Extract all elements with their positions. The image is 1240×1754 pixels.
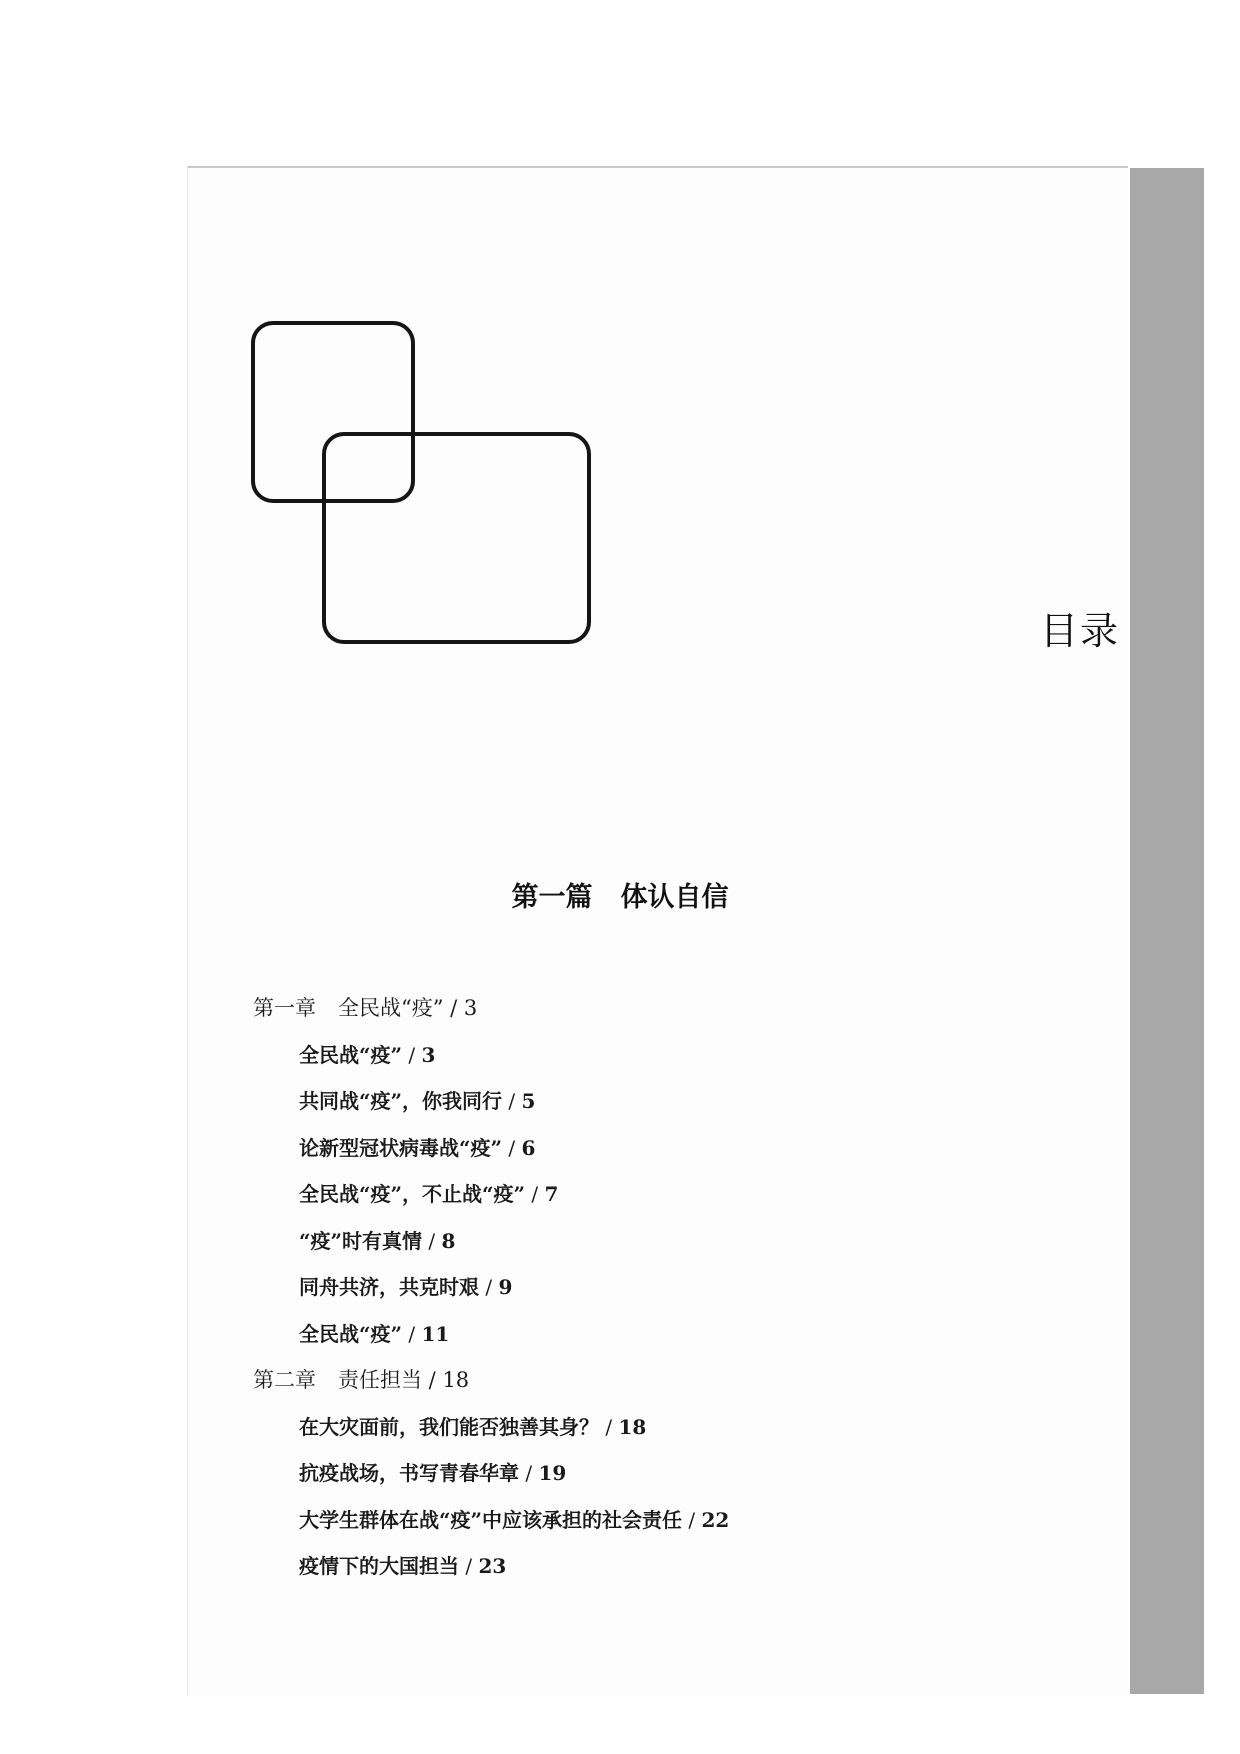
toc-chapter-2[interactable]: 第二章 责任担当 / 18 [253, 1368, 470, 1392]
entry-page: 23 [478, 1554, 507, 1578]
chapter-title: 责任担当 [338, 1368, 422, 1392]
entry-title: 在大灾面前，我们能否独善其身？ [299, 1414, 599, 1439]
entry-title: 大学生群体在战“疫”中应该承担的社会责任 [299, 1507, 683, 1532]
entry-page: 5 [521, 1089, 536, 1113]
entry-page: 19 [538, 1461, 567, 1485]
chapter-number: 第二章 [253, 1368, 316, 1392]
toc-entry[interactable]: “疫”时有真情 / 8 [299, 1228, 456, 1253]
toc-entry[interactable]: 疫情下的大国担当 / 23 [299, 1554, 507, 1578]
entry-page: 3 [421, 1042, 436, 1067]
entry-title: 论新型冠状病毒战“疫” [299, 1135, 503, 1160]
entry-title: 抗疫战场，书写青春华章 [299, 1461, 519, 1485]
chapter-number: 第一章 [253, 996, 316, 1020]
toc-entry[interactable]: 同舟共济，共克时艰 / 9 [299, 1275, 513, 1299]
entry-title: 全民战“疫”，不止战“疫” [299, 1182, 526, 1206]
part-number: 第一篇 [511, 882, 593, 913]
toc-entry[interactable]: 全民战“疫”，不止战“疫” / 7 [299, 1182, 559, 1206]
table-of-contents [253, 985, 1133, 1590]
toc-chapter-1[interactable]: 第一章 全民战“疫” / 3 [253, 996, 478, 1020]
toc-entry[interactable]: 全民战“疫” / 11 [299, 1321, 450, 1346]
entry-title: 全民战“疫” [299, 1042, 403, 1067]
entry-page: 8 [441, 1228, 456, 1253]
entry-title: “疫”时有真情 [299, 1228, 423, 1253]
part-name: 体认自信 [620, 882, 729, 913]
entry-title: 全民战“疫” [299, 1321, 403, 1346]
page-edge-band [1130, 168, 1204, 1694]
part-title [0, 875, 1240, 914]
toc-entry[interactable]: 全民战“疫” / 3 [299, 1042, 436, 1067]
toc-entry[interactable]: 在大灾面前，我们能否独善其身？ / 18 [299, 1414, 647, 1439]
entry-title: 疫情下的大国担当 [299, 1554, 459, 1578]
toc-entry[interactable]: 论新型冠状病毒战“疫” / 6 [299, 1135, 536, 1160]
toc-entry[interactable]: 大学生群体在战“疫”中应该承担的社会责任 / 22 [299, 1507, 730, 1532]
chapter-page: 18 [442, 1368, 470, 1392]
entry-page: 22 [701, 1507, 730, 1532]
toc-entry[interactable]: 抗疫战场，书写青春华章 / 19 [299, 1461, 567, 1485]
entry-page: 7 [544, 1182, 559, 1206]
chapter-page: 3 [463, 996, 478, 1020]
toc-entry[interactable]: 共同战“疫”，你我同行 / 5 [299, 1089, 536, 1113]
entry-page: 18 [618, 1414, 647, 1439]
deco-square-large [324, 434, 589, 642]
entry-title: 同舟共济，共克时艰 [299, 1275, 479, 1299]
entry-page: 9 [498, 1275, 513, 1299]
toc-heading: 目录 [1040, 609, 1121, 653]
entry-title: 共同战“疫”，你我同行 [299, 1089, 503, 1113]
entry-page: 6 [521, 1135, 536, 1160]
deco-square-small [253, 323, 413, 501]
entry-page: 11 [421, 1321, 450, 1346]
chapter-title: 全民战“疫” [338, 996, 444, 1020]
decorative-squares [250, 320, 600, 650]
